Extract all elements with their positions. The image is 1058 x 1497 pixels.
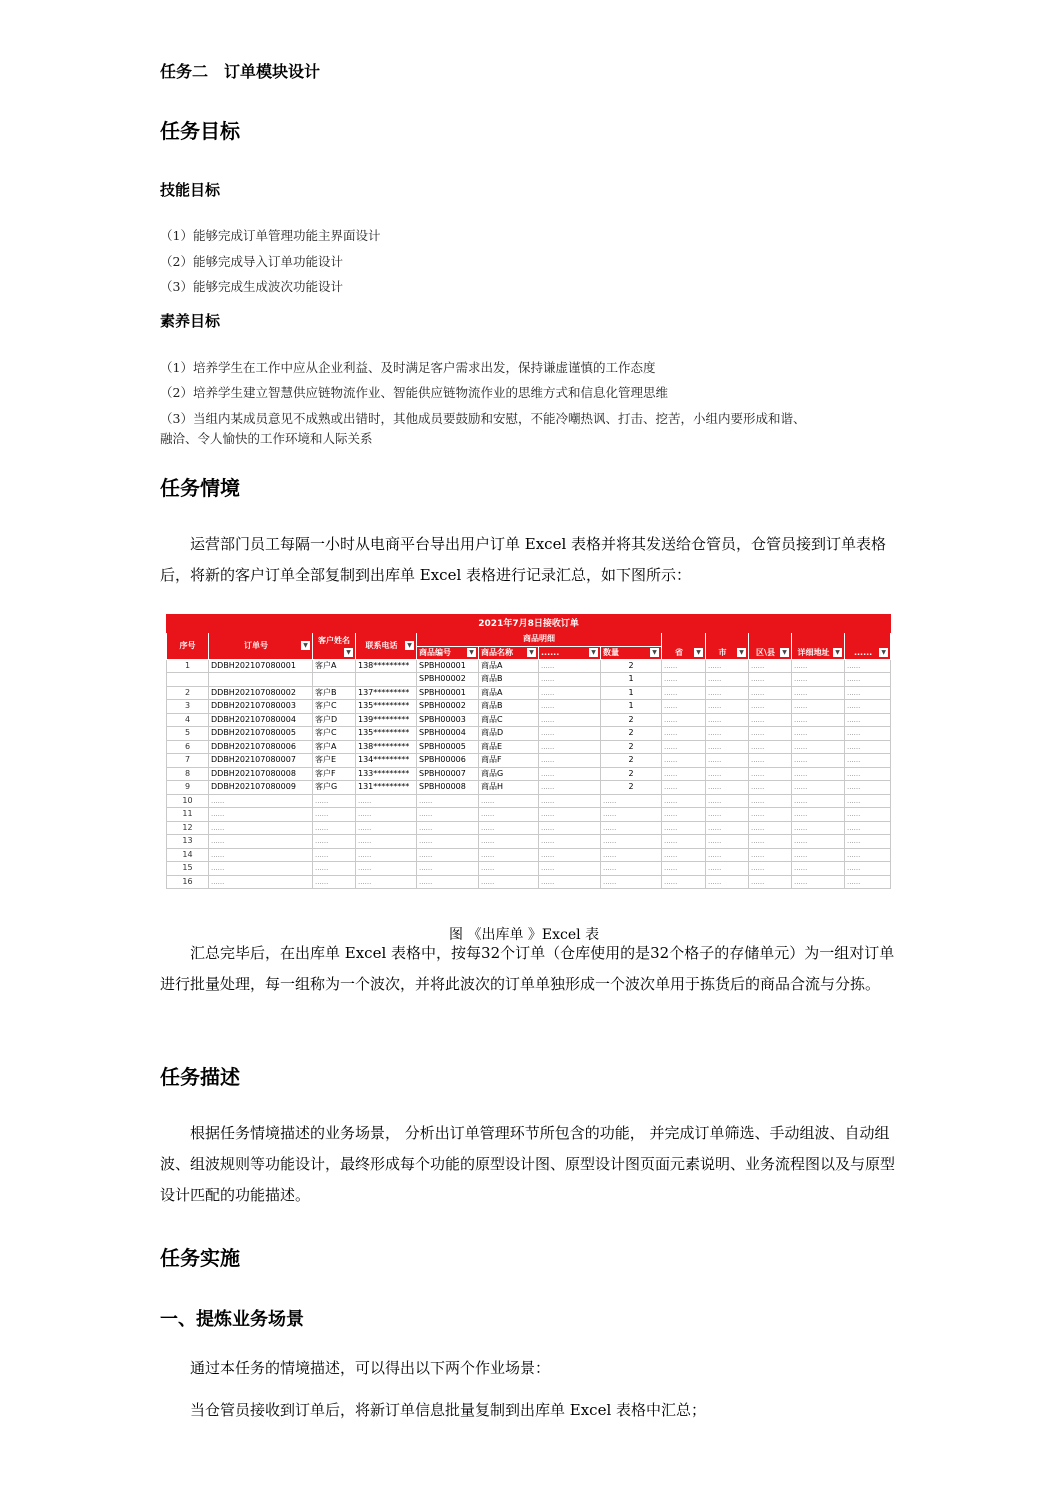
- cell-placeholder: ......: [356, 835, 417, 849]
- cell-placeholder: ......: [845, 659, 891, 673]
- cell-phone: 135*********: [356, 727, 417, 741]
- cell-placeholder: ......: [539, 794, 601, 808]
- figure-caption: 图 《出库单 》Excel 表: [449, 927, 600, 943]
- cell-placeholder: ......: [539, 821, 601, 835]
- cell-no: 14: [167, 848, 209, 862]
- cell-placeholder: ......: [706, 835, 749, 849]
- cell-placeholder: ......: [845, 808, 891, 822]
- cell-placeholder: ......: [706, 740, 749, 754]
- cell-placeholder: ......: [662, 673, 706, 687]
- cell-goods-code: SPBH00001: [417, 659, 479, 673]
- cell-placeholder: ......: [749, 740, 792, 754]
- cell-placeholder: ......: [706, 673, 749, 687]
- task-title: 任务二 订单模块设计: [160, 62, 321, 81]
- table-row: [167, 686, 891, 700]
- cell-no: 5: [167, 727, 209, 741]
- table-row: [167, 713, 891, 727]
- cell-placeholder: ......: [209, 835, 313, 849]
- cell-placeholder: ......: [845, 754, 891, 768]
- cell-placeholder: ......: [356, 848, 417, 862]
- cell-placeholder: ......: [601, 875, 662, 889]
- cell-placeholder: ......: [539, 767, 601, 781]
- cell-placeholder: ......: [356, 808, 417, 822]
- cell-placeholder: ......: [601, 862, 662, 876]
- cell-placeholder: ......: [845, 848, 891, 862]
- quality-item: （3）当组内某成员意见不成熟或出错时，其他成员要鼓励和安慰，不能冷嘲热讽、打击、挖苦，小组内要形成和谐、: [160, 411, 806, 426]
- cell-placeholder: ......: [662, 767, 706, 781]
- table-row: [167, 875, 891, 889]
- quality-item: （1）培养学生在工作中应从企业利益、及时满足客户需求出发，保持谦虚谨慎的工作态度: [160, 360, 656, 375]
- cell-placeholder: ......: [792, 821, 845, 835]
- cell-placeholder: ......: [662, 821, 706, 835]
- cell-goods-code: SPBH00007: [417, 767, 479, 781]
- cell-phone: [356, 673, 417, 687]
- cell-placeholder: ......: [313, 794, 356, 808]
- table-row: [167, 767, 891, 781]
- table-row: [167, 700, 891, 714]
- cell-name: 客户C: [313, 727, 356, 741]
- heading-step1: 一、提炼业务场景: [160, 1309, 304, 1330]
- cell-placeholder: ......: [845, 821, 891, 835]
- cell-goods-code: SPBH00002: [417, 700, 479, 714]
- cell-no: 11: [167, 808, 209, 822]
- cell-placeholder: ......: [662, 848, 706, 862]
- cell-placeholder: ......: [356, 875, 417, 889]
- cell-no: 16: [167, 875, 209, 889]
- header-goods-code[interactable]: 商品编号 ▼: [417, 646, 479, 659]
- cell-placeholder: ......: [356, 821, 417, 835]
- header-goods-detail: 商品明细: [417, 633, 662, 647]
- cell-qty: 1: [601, 686, 662, 700]
- cell-placeholder: ......: [792, 727, 845, 741]
- step1-paragraph-1: 通过本任务的情境描述，可以得出以下两个作业场景：: [190, 1359, 551, 1377]
- cell-placeholder: ......: [662, 808, 706, 822]
- cell-placeholder: ......: [792, 875, 845, 889]
- cell-order: DDBH202107080003: [209, 700, 313, 714]
- cell-placeholder: ......: [749, 727, 792, 741]
- cell-placeholder: ......: [792, 767, 845, 781]
- cell-placeholder: ......: [706, 821, 749, 835]
- cell-placeholder: ......: [539, 808, 601, 822]
- cell-order: DDBH202107080004: [209, 713, 313, 727]
- cell-placeholder: ......: [792, 740, 845, 754]
- cell-name: 客户C: [313, 700, 356, 714]
- header-city[interactable]: 市 ▼: [706, 633, 749, 660]
- table-row: [167, 754, 891, 768]
- cell-order: [209, 673, 313, 687]
- cell-goods-code: SPBH00006: [417, 754, 479, 768]
- cell-order: DDBH202107080009: [209, 781, 313, 795]
- cell-phone: 131*********: [356, 781, 417, 795]
- header-order[interactable]: 订单号 ▼: [209, 633, 313, 660]
- cell-placeholder: ......: [539, 700, 601, 714]
- cell-phone: 139*********: [356, 713, 417, 727]
- cell-qty: 2: [601, 740, 662, 754]
- cell-placeholder: ......: [845, 875, 891, 889]
- cell-placeholder: ......: [749, 875, 792, 889]
- cell-no: 9: [167, 781, 209, 795]
- cell-goods-code: SPBH00004: [417, 727, 479, 741]
- cell-placeholder: ......: [706, 875, 749, 889]
- quality-item: （2）培养学生建立智慧供应链物流作业、智能供应链物流作业的思维方式和信息化管理思维: [160, 385, 668, 400]
- cell-placeholder: ......: [479, 848, 539, 862]
- cell-name: [313, 673, 356, 687]
- cell-placeholder: ......: [706, 781, 749, 795]
- cell-name: 客户F: [313, 767, 356, 781]
- cell-name: 客户A: [313, 659, 356, 673]
- cell-order: DDBH202107080002: [209, 686, 313, 700]
- cell-placeholder: ......: [845, 713, 891, 727]
- cell-placeholder: ......: [356, 794, 417, 808]
- cell-placeholder: ......: [792, 686, 845, 700]
- cell-placeholder: ......: [749, 767, 792, 781]
- cell-placeholder: ......: [539, 740, 601, 754]
- cell-goods-code: SPBH00002: [417, 673, 479, 687]
- cell-placeholder: ......: [662, 700, 706, 714]
- filter-dropdown-icon: ▼: [780, 648, 789, 657]
- cell-name: 客户B: [313, 686, 356, 700]
- table-row: [167, 862, 891, 876]
- cell-placeholder: ......: [845, 835, 891, 849]
- cell-placeholder: ......: [706, 686, 749, 700]
- cell-placeholder: ......: [845, 740, 891, 754]
- cell-placeholder: ......: [706, 767, 749, 781]
- filter-dropdown-icon: ▼: [301, 641, 310, 650]
- cell-qty: 2: [601, 713, 662, 727]
- cell-placeholder: ......: [792, 862, 845, 876]
- cell-name: 客户E: [313, 754, 356, 768]
- cell-goods-code: SPBH00001: [417, 686, 479, 700]
- cell-goods-code: SPBH00003: [417, 713, 479, 727]
- cell-placeholder: ......: [749, 835, 792, 849]
- cell-placeholder: ......: [749, 686, 792, 700]
- header-no: 序号: [167, 633, 209, 660]
- cell-phone: 135*********: [356, 700, 417, 714]
- cell-placeholder: ......: [539, 673, 601, 687]
- header-phone[interactable]: 联系电话 ▼: [356, 633, 417, 660]
- cell-goods-code: SPBH00005: [417, 740, 479, 754]
- cell-goods-name: 商品A: [479, 686, 539, 700]
- cell-placeholder: ......: [209, 808, 313, 822]
- cell-placeholder: ......: [209, 848, 313, 862]
- cell-placeholder: ......: [749, 862, 792, 876]
- cell-order: DDBH202107080001: [209, 659, 313, 673]
- cell-no: 13: [167, 835, 209, 849]
- cell-no: 2: [167, 686, 209, 700]
- table-row: [167, 848, 891, 862]
- cell-placeholder: ......: [749, 659, 792, 673]
- cell-placeholder: ......: [749, 821, 792, 835]
- cell-placeholder: ......: [539, 727, 601, 741]
- cell-name: 客户A: [313, 740, 356, 754]
- situation-paragraph-2: 汇总完毕后，在出库单 Excel 表格中，按每32个订单（仓库使用的是32个格子的存储单元）为一组对订单进行批量处理，每一组称为一个波次，并将此波次的订单单独形成一个波次单用于拣货后的商品合流与分拣。: [160, 944, 895, 993]
- filter-dropdown-icon: ▼: [737, 648, 746, 657]
- cell-placeholder: ......: [749, 700, 792, 714]
- excel-outbound-sheet: [166, 614, 890, 902]
- header-goods-more[interactable]: ...... ▼: [539, 646, 601, 659]
- cell-placeholder: ......: [706, 808, 749, 822]
- skill-item: （3）能够完成生成波次功能设计: [160, 279, 343, 294]
- cell-placeholder: ......: [479, 835, 539, 849]
- cell-placeholder: ......: [662, 754, 706, 768]
- cell-placeholder: ......: [662, 835, 706, 849]
- cell-placeholder: ......: [662, 740, 706, 754]
- heading-skill-goal: 技能目标: [160, 181, 221, 199]
- cell-placeholder: ......: [417, 848, 479, 862]
- cell-placeholder: ......: [662, 659, 706, 673]
- cell-qty: 2: [601, 767, 662, 781]
- cell-placeholder: ......: [313, 848, 356, 862]
- filter-dropdown-icon: ▼: [344, 648, 353, 657]
- heading-goal: 任务目标: [160, 119, 240, 143]
- heading-situation: 任务情境: [160, 476, 240, 500]
- cell-placeholder: ......: [539, 875, 601, 889]
- cell-qty: 2: [601, 754, 662, 768]
- cell-placeholder: ......: [749, 713, 792, 727]
- cell-order: DDBH202107080007: [209, 754, 313, 768]
- cell-placeholder: ......: [662, 862, 706, 876]
- cell-placeholder: ......: [313, 835, 356, 849]
- cell-placeholder: ......: [749, 794, 792, 808]
- cell-placeholder: ......: [792, 659, 845, 673]
- cell-order: DDBH202107080006: [209, 740, 313, 754]
- filter-dropdown-icon: ▼: [694, 648, 703, 657]
- cell-qty: 2: [601, 781, 662, 795]
- cell-placeholder: ......: [601, 808, 662, 822]
- cell-goods-name: 商品A: [479, 659, 539, 673]
- cell-placeholder: ......: [539, 686, 601, 700]
- cell-goods-name: 商品F: [479, 754, 539, 768]
- cell-placeholder: ......: [662, 727, 706, 741]
- cell-no: 7: [167, 754, 209, 768]
- cell-placeholder: ......: [209, 862, 313, 876]
- cell-placeholder: ......: [479, 821, 539, 835]
- cell-placeholder: ......: [792, 713, 845, 727]
- cell-placeholder: ......: [313, 875, 356, 889]
- cell-placeholder: ......: [209, 875, 313, 889]
- cell-placeholder: ......: [749, 754, 792, 768]
- cell-placeholder: ......: [662, 713, 706, 727]
- cell-placeholder: ......: [792, 754, 845, 768]
- heading-description: 任务描述: [160, 1065, 240, 1089]
- step1-paragraph-2: 当仓管员接收到订单后，将新订单信息批量复制到出库单 Excel 表格中汇总；: [190, 1401, 707, 1419]
- cell-name: 客户D: [313, 713, 356, 727]
- cell-goods-name: 商品D: [479, 727, 539, 741]
- cell-placeholder: ......: [845, 794, 891, 808]
- cell-placeholder: ......: [792, 794, 845, 808]
- header-address[interactable]: 详细地址 ▼: [792, 633, 845, 660]
- cell-placeholder: ......: [662, 781, 706, 795]
- cell-placeholder: ......: [845, 781, 891, 795]
- cell-placeholder: ......: [417, 821, 479, 835]
- filter-dropdown-icon: ▼: [589, 648, 598, 657]
- cell-placeholder: ......: [539, 713, 601, 727]
- cell-goods-name: 商品E: [479, 740, 539, 754]
- cell-placeholder: ......: [706, 862, 749, 876]
- cell-placeholder: ......: [749, 808, 792, 822]
- cell-placeholder: ......: [845, 700, 891, 714]
- cell-goods-name: 商品B: [479, 700, 539, 714]
- cell-placeholder: ......: [313, 808, 356, 822]
- cell-placeholder: ......: [706, 794, 749, 808]
- cell-no: 4: [167, 713, 209, 727]
- cell-goods-code: SPBH00008: [417, 781, 479, 795]
- cell-placeholder: ......: [539, 835, 601, 849]
- cell-placeholder: ......: [417, 794, 479, 808]
- cell-placeholder: ......: [209, 794, 313, 808]
- cell-placeholder: ......: [749, 673, 792, 687]
- cell-placeholder: ......: [662, 794, 706, 808]
- cell-placeholder: ......: [417, 835, 479, 849]
- cell-placeholder: ......: [313, 821, 356, 835]
- cell-placeholder: ......: [313, 862, 356, 876]
- filter-dropdown-icon: ▼: [833, 648, 842, 657]
- cell-placeholder: ......: [845, 686, 891, 700]
- cell-placeholder: ......: [479, 794, 539, 808]
- table-row: [167, 835, 891, 849]
- quality-item: 融洽、令人愉快的工作环境和人际关系: [160, 431, 373, 446]
- cell-placeholder: ......: [209, 821, 313, 835]
- heading-implementation: 任务实施: [160, 1246, 240, 1270]
- cell-placeholder: ......: [539, 754, 601, 768]
- header-qty[interactable]: 数量 ▼: [601, 646, 662, 659]
- cell-placeholder: ......: [601, 835, 662, 849]
- cell-placeholder: ......: [601, 848, 662, 862]
- table-row: [167, 781, 891, 795]
- filter-dropdown-icon: ▼: [467, 648, 476, 657]
- cell-placeholder: ......: [706, 659, 749, 673]
- table-row: [167, 659, 891, 673]
- cell-placeholder: ......: [706, 700, 749, 714]
- cell-phone: 134*********: [356, 754, 417, 768]
- cell-no: 3: [167, 700, 209, 714]
- cell-qty: 1: [601, 700, 662, 714]
- cell-placeholder: ......: [539, 659, 601, 673]
- skill-item: （2）能够完成导入订单功能设计: [160, 254, 343, 269]
- cell-placeholder: ......: [417, 875, 479, 889]
- cell-placeholder: ......: [706, 727, 749, 741]
- cell-placeholder: ......: [356, 862, 417, 876]
- header-name[interactable]: 客户姓名 ▼: [313, 633, 356, 660]
- cell-no: 15: [167, 862, 209, 876]
- cell-name: 客户G: [313, 781, 356, 795]
- cell-no: 10: [167, 794, 209, 808]
- cell-qty: 1: [601, 673, 662, 687]
- cell-no: 8: [167, 767, 209, 781]
- cell-placeholder: ......: [479, 875, 539, 889]
- cell-order: DDBH202107080005: [209, 727, 313, 741]
- header-district[interactable]: 区\县 ▼: [749, 633, 792, 660]
- cell-phone: 137*********: [356, 686, 417, 700]
- sheet-title: 2021年7月8日接收订单: [167, 615, 891, 633]
- cell-placeholder: ......: [417, 808, 479, 822]
- cell-no: 1: [167, 659, 209, 673]
- cell-goods-name: 商品H: [479, 781, 539, 795]
- cell-placeholder: ......: [749, 781, 792, 795]
- cell-goods-name: 商品G: [479, 767, 539, 781]
- table-row: [167, 808, 891, 822]
- cell-phone: 133*********: [356, 767, 417, 781]
- table-row: [167, 794, 891, 808]
- filter-dropdown-icon: ▼: [527, 648, 536, 657]
- cell-qty: 2: [601, 659, 662, 673]
- filter-dropdown-icon: ▼: [650, 648, 659, 657]
- table-row: [167, 740, 891, 754]
- order-table: [166, 614, 891, 889]
- cell-placeholder: ......: [706, 713, 749, 727]
- cell-placeholder: ......: [539, 848, 601, 862]
- cell-no: 12: [167, 821, 209, 835]
- cell-placeholder: ......: [845, 862, 891, 876]
- cell-placeholder: ......: [662, 686, 706, 700]
- filter-dropdown-icon: ▼: [879, 648, 888, 657]
- cell-placeholder: ......: [662, 875, 706, 889]
- cell-placeholder: ......: [479, 862, 539, 876]
- cell-placeholder: ......: [792, 673, 845, 687]
- cell-placeholder: ......: [792, 808, 845, 822]
- header-goods-name[interactable]: 商品名称 ▼: [479, 646, 539, 659]
- cell-placeholder: ......: [845, 727, 891, 741]
- cell-placeholder: ......: [792, 700, 845, 714]
- table-row: [167, 673, 891, 687]
- cell-placeholder: ......: [601, 794, 662, 808]
- cell-placeholder: ......: [792, 781, 845, 795]
- cell-placeholder: ......: [845, 767, 891, 781]
- cell-order: DDBH202107080008: [209, 767, 313, 781]
- cell-placeholder: ......: [539, 862, 601, 876]
- cell-qty: 2: [601, 727, 662, 741]
- cell-no: [167, 673, 209, 687]
- cell-placeholder: ......: [706, 848, 749, 862]
- cell-placeholder: ......: [792, 835, 845, 849]
- table-row: [167, 727, 891, 741]
- cell-placeholder: ......: [792, 848, 845, 862]
- cell-placeholder: ......: [539, 781, 601, 795]
- cell-placeholder: ......: [601, 821, 662, 835]
- table-row: [167, 821, 891, 835]
- heading-quality-goal: 素养目标: [160, 312, 221, 330]
- cell-no: 6: [167, 740, 209, 754]
- cell-placeholder: ......: [479, 808, 539, 822]
- cell-goods-name: 商品C: [479, 713, 539, 727]
- cell-placeholder: ......: [749, 848, 792, 862]
- header-province[interactable]: 省 ▼: [662, 633, 706, 660]
- cell-goods-name: 商品B: [479, 673, 539, 687]
- skill-item: （1）能够完成订单管理功能主界面设计: [160, 228, 381, 243]
- description-paragraph: 根据任务情境描述的业务场景， 分析出订单管理环节所包含的功能， 并完成订单筛选、手动组波、自动组波、组波规则等功能设计，最终形成每个功能的原型设计图、原型设计图页面元素说明、业务流程图以及与原型设计匹配的功能描述。: [160, 1124, 896, 1204]
- filter-dropdown-icon: ▼: [405, 641, 414, 650]
- cell-placeholder: ......: [845, 673, 891, 687]
- header-more[interactable]: ...... ▼: [845, 633, 891, 660]
- situation-paragraph: 运营部门员工每隔一小时从电商平台导出用户订单 Excel 表格并将其发送给仓管员，仓管员接到订单表格后，将新的客户订单全部复制到出库单 Excel 表格进行记录汇总，如下图所示：: [160, 535, 887, 584]
- cell-phone: 138*********: [356, 740, 417, 754]
- cell-placeholder: ......: [417, 862, 479, 876]
- cell-placeholder: ......: [706, 754, 749, 768]
- cell-phone: 138*********: [356, 659, 417, 673]
